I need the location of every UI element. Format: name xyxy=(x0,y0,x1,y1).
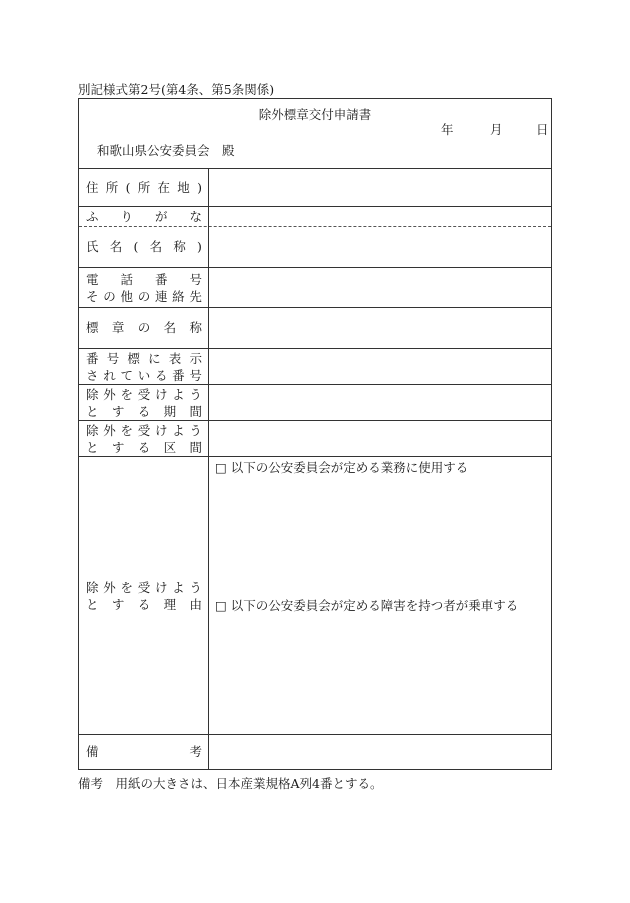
dashed-divider xyxy=(79,226,551,227)
row-label-name: 氏 名 ( 名 称 ) xyxy=(86,239,202,254)
application-form xyxy=(78,98,552,770)
divider xyxy=(79,384,551,385)
row-label-phone: 電 話 番 号 そ の 他 の 連 絡 先 xyxy=(86,272,202,304)
row-label-furigana: ふ り が な xyxy=(86,209,202,224)
divider xyxy=(79,420,551,421)
row-label-plate-number: 番 号 標 に 表 示 さ れ て い る 番 号 xyxy=(86,351,202,383)
date-year-label: 年 xyxy=(441,122,454,137)
row-label-section: 除 外 を 受 け よ う と す る 区 間 xyxy=(86,423,202,455)
reason-option-text: 以下の公安委員会が定める業務に使用する xyxy=(230,460,469,475)
form-number-label: 別記様式第2号(第4条、第5条関係) xyxy=(78,82,275,97)
divider xyxy=(79,734,551,735)
row-label-reason: 除 外 を 受 け よ う と す る 理 由 xyxy=(86,580,202,612)
date-month-label: 月 xyxy=(490,122,503,137)
column-divider xyxy=(208,168,209,770)
reason-option-disability[interactable] xyxy=(215,596,518,614)
row-label-remarks: 備 考 xyxy=(86,744,202,759)
addressee: 和歌山県公安委員会 殿 xyxy=(97,143,235,158)
date-day-label: 日 xyxy=(536,122,549,137)
checkbox-icon[interactable]: □ xyxy=(215,598,227,613)
row-label-sign-name: 標 章 の 名 称 xyxy=(86,320,202,335)
row-label-period: 除 外 を 受 け よ う と す る 期 間 xyxy=(86,387,202,419)
footnote: 備考 用紙の大きさは、日本産業規格A列4番とする。 xyxy=(78,776,383,791)
form-title: 除外標章交付申請書 xyxy=(258,107,372,122)
divider xyxy=(79,206,551,207)
divider xyxy=(79,348,551,349)
reason-option-business[interactable] xyxy=(215,458,468,476)
divider xyxy=(79,267,551,268)
divider xyxy=(79,456,551,457)
row-label-address: 住 所 ( 所 在 地 ) xyxy=(86,180,202,195)
divider xyxy=(79,307,551,308)
divider xyxy=(79,168,551,169)
checkbox-icon[interactable]: □ xyxy=(215,460,227,475)
reason-option-text: 以下の公安委員会が定める障害を持つ者が乗車する xyxy=(230,598,519,613)
